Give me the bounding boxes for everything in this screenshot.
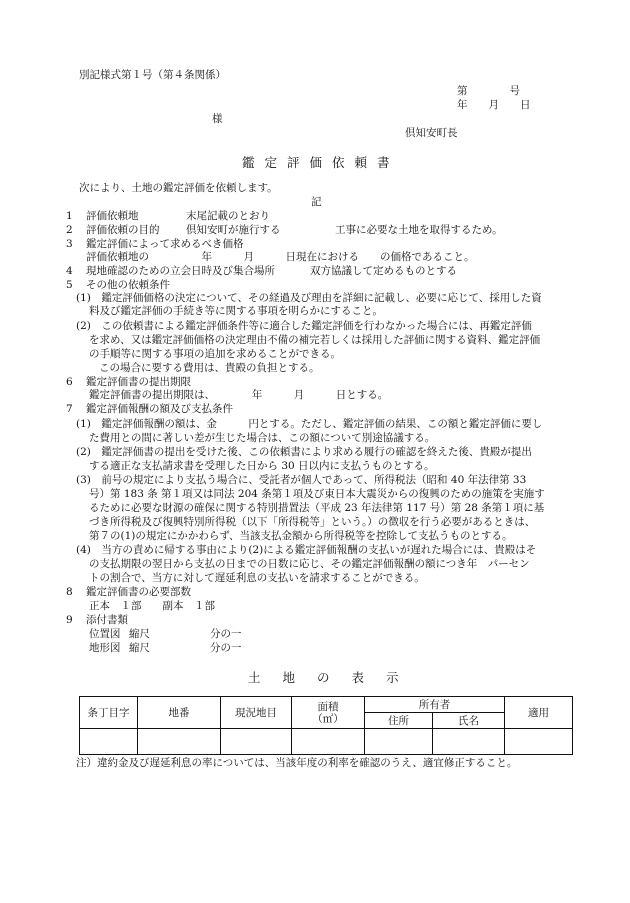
header-owner-name: 氏名 <box>433 713 505 729</box>
intro-text: 次により、土地の鑑定評価を依頼します。 <box>79 182 278 194</box>
cell-chome[interactable] <box>80 729 138 755</box>
item-number: 5 <box>66 279 73 291</box>
land-section-title: 土地の表示 <box>248 670 421 685</box>
condition-text: (2) この依頼書による鑑定評価条件等に適合した鑑定評価を行わなかった場合には、再鑑定評価 <box>76 320 532 332</box>
condition-text: た費用との間に著しい差が生じた場合は、この額について別途協議する。 <box>89 432 436 444</box>
item-value: 双方協議して定めるものとする <box>310 265 457 277</box>
item-number: 1 <box>66 210 73 222</box>
header-chome: 条丁目字 <box>80 697 138 729</box>
item-number: 2 <box>66 224 73 236</box>
item-value: 鑑定評価書の提出期限は、 年 月 日とする。 <box>89 389 389 401</box>
cell-tekiyo[interactable] <box>505 729 573 755</box>
document-number: 第 号 <box>457 85 520 97</box>
item-number: 8 <box>66 586 73 598</box>
header-chiban: 地番 <box>138 697 221 729</box>
item-label: 鑑定評価書の提出期限 <box>86 376 191 388</box>
item-label: 評価依頼の目的 <box>86 224 160 236</box>
cell-chiban[interactable] <box>138 729 221 755</box>
cell-owner-address[interactable] <box>365 729 433 755</box>
document-date: 年 月 日 <box>457 99 531 111</box>
item-number: 9 <box>66 614 73 626</box>
condition-text: るために必要な財源の確保に関する特別措置法（平成 23 年法律第 117 号）第 28 条第１項に基 <box>89 502 545 514</box>
footnote: 注）違約金及び遅延利息の率については、当該年度の利率を確認のうえ、適宜修正すること。 <box>76 757 518 769</box>
item-number: 7 <box>66 403 73 415</box>
item-number: 4 <box>66 265 73 277</box>
header-menseki: 面積（㎡） <box>292 697 365 729</box>
condition-text: づき所得税及び復興特別所得税（以下「所得税等」という。）の徴収を行う必要があるときは、 <box>89 516 536 528</box>
item-label: 添付書類 <box>86 614 128 626</box>
condition-text: する適正な支払請求書を受理した日から 30 日以内に支払うものとする。 <box>89 460 435 472</box>
condition-text: の手順等に関する事項の追加を求めることができる。 <box>89 348 341 360</box>
attachment-scale: 縮尺 <box>129 628 150 640</box>
attachment-name: 位置図 <box>89 628 121 640</box>
item-label: 現地確認のための立会日時及び集合場所 <box>86 265 275 277</box>
item-label: 鑑定評価報酬の額及び支払条件 <box>86 403 233 415</box>
addressee-suffix: 様 <box>212 113 223 125</box>
cell-owner-name[interactable] <box>433 729 505 755</box>
attachment-scale: 縮尺 <box>129 642 150 654</box>
item-label: 鑑定評価書の必要部数 <box>86 586 191 598</box>
item-value: 倶知安町が施行する <box>186 224 281 236</box>
form-number: 別記様式第１号（第４条関係） <box>79 69 226 81</box>
cell-menseki[interactable] <box>292 729 365 755</box>
item-value: 末尾記載のとおり <box>186 210 270 222</box>
condition-text: 号）第 183 条 第１項又は同法 204 条第１項及び東日本大震災からの復興のための施策を実施す <box>89 488 545 500</box>
item-number: 3 <box>66 238 73 250</box>
item-value: 工事に必要な土地を取得するため。 <box>335 224 503 236</box>
header-tekiyo: 適用 <box>505 697 573 729</box>
header-owner: 所有者 <box>365 697 505 713</box>
condition-text: の支払期限の翌日から支払の日までの日数に応じ、その鑑定評価報酬の額につき年 パーセン <box>89 558 530 570</box>
item-value: 正本 １部 副本 １部 <box>89 600 215 612</box>
condition-text: (1) 鑑定評価報酬の額は、金 円とする。ただし、鑑定評価の結果、この額と鑑定評価に要し <box>76 418 543 430</box>
item-label: 評価依頼地 <box>86 210 139 222</box>
item-number: 6 <box>66 376 73 388</box>
ki-label: 記 <box>311 196 322 208</box>
issuer-name: 倶知安町長 <box>405 127 458 139</box>
condition-text: 第７の(1)の規定にかかわらず、当該支払金額から所得税等を控除して支払うものとする。 <box>89 530 513 542</box>
table-row <box>80 729 573 755</box>
attachment-name: 地形図 <box>89 642 121 654</box>
condition-text: を求め、又は鑑定評価価格の決定理由不備の補完若しくは採用した評価に関する資料、鑑定評価 <box>89 334 541 346</box>
attachment-scale-unit: 分の一 <box>210 642 242 654</box>
land-table <box>79 696 573 755</box>
condition-text: この場合に要する費用は、貴殿の負担とする。 <box>99 362 320 374</box>
condition-text: 料及び鑑定評価の手続き等に関する事項を明らかにすること。 <box>89 305 383 317</box>
header-genkyo: 現況地目 <box>221 697 292 729</box>
document-title: 鑑定評価依頼書 <box>242 155 400 170</box>
item-label: 鑑定評価によって求めるべき価格 <box>86 238 244 250</box>
header-owner-address: 住所 <box>365 713 433 729</box>
attachment-scale-unit: 分の一 <box>210 628 242 640</box>
condition-text: (3) 前号の規定により支払う場合に、受託者が個人であって、所得税法（昭和 40 年法律第 33 <box>76 474 527 486</box>
cell-genkyo[interactable] <box>221 729 292 755</box>
condition-text: (4) 当方の責めに帰する事由により(2)による鑑定評価報酬の支払いが遅れた場合には、貴殿はそ <box>76 544 537 556</box>
condition-text: トの割合で、当方に対して遅延利息の支払いを請求することができる。 <box>89 572 425 584</box>
item-label: その他の依頼条件 <box>86 279 170 291</box>
condition-text: (1) 鑑定評価価格の決定について、その経過及び理由を詳細に記載し、必要に応じて、採用した資 <box>76 292 542 304</box>
condition-text: (2) 鑑定評価書の提出を受けた後、この依頼書により求める履行の確認を終えた後、貴殿が提出 <box>76 446 532 458</box>
item-value: 評価依頼地の 年 月 日現在における の価格であること。 <box>86 251 475 263</box>
